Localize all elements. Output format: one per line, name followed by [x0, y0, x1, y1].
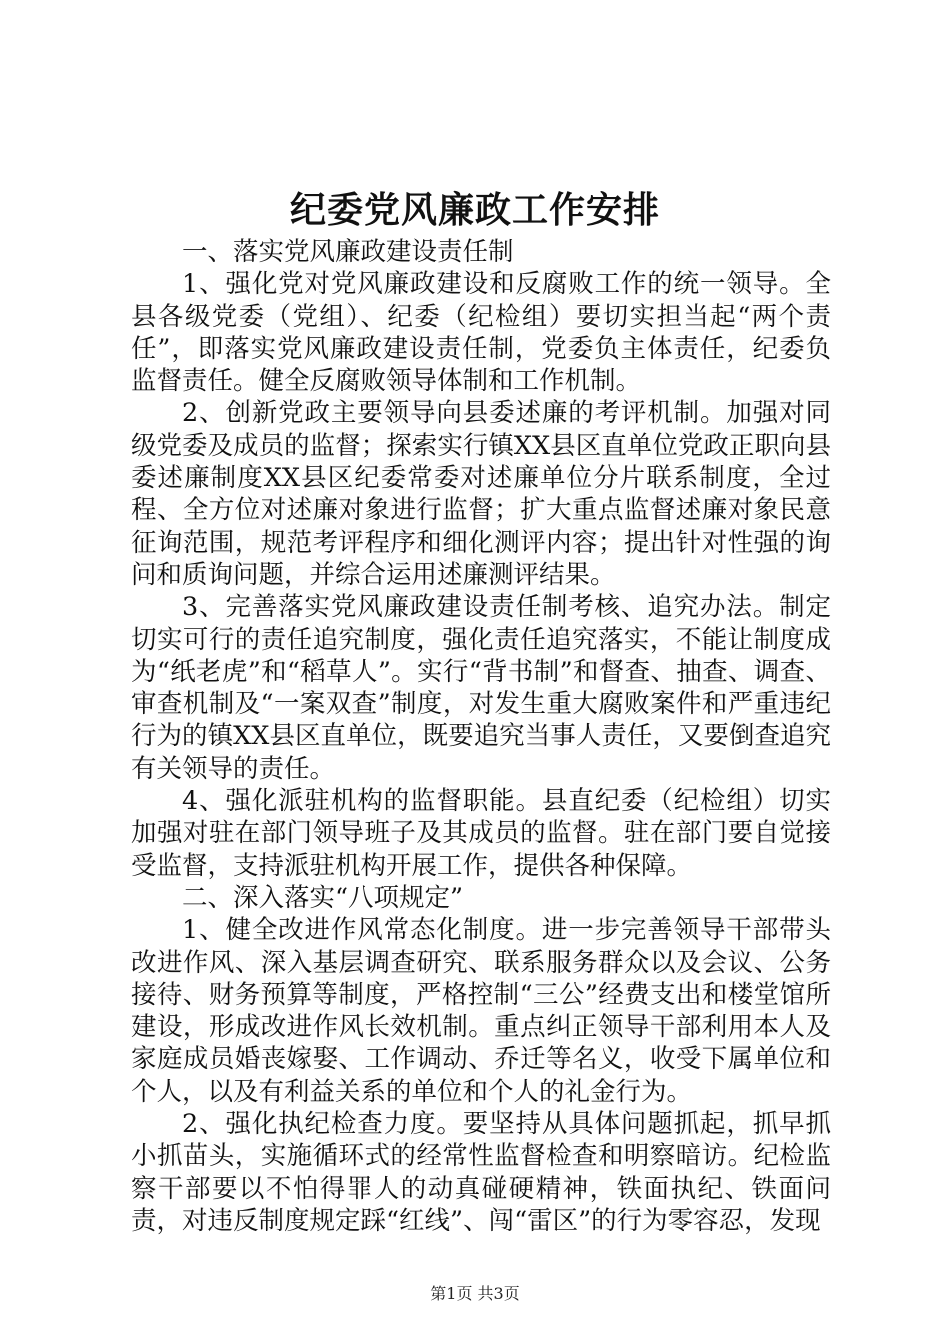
section-heading: 二、深入落实“八项规定”: [182, 882, 464, 913]
paragraph: 1、健全改进作风常态化制度。进一步完善领导干部带头改进作风、深入基层调查研究、联系服务群众以及会议、公务接待、财务预算等制度，严格控制“三公”经费支出和楼堂馆所建设，形成改进作风长效机制。重点纠正领导干部利用本人及家庭成员婚丧嫁娶、工作调动、乔迁等名义，收受下属单位和个人，以及有利益关系的单位和个人的礼金行为。: [131, 915, 831, 1107]
document-title: 纪委党风廉政工作安排: [289, 189, 660, 231]
paragraph: 3、完善落实党风廉政建设责任制考核、追究办法。制定切实可行的责任追究制度，强化责任追究落实，不能让制度成为“纸老虎”和“稻草人”。实行“背书制”和督查、抽查、调查、审查机制及“一案双查”制度，对发生重大腐败案件和严重违纪行为的镇XX县区直单位，既要追究当事人责任，又要倒查追究有关领导的责任。: [131, 592, 831, 784]
section-heading: 一、落实党风廉政建设责任制: [182, 237, 514, 267]
paragraph: 4、强化派驻机构的监督职能。县直纪委（纪检组）切实加强对驻在部门领导班子及其成员的监督。驻在部门要自觉接受监督，支持派驻机构开展工作，提供各种保障。: [131, 786, 831, 881]
document-body: [131, 236, 831, 1237]
paragraph: 2、创新党政主要领导向县委述廉的考评机制。加强对同级党委及成员的监督；探索实行镇XX县区直单位党政正职向县委述廉制度XX县区纪委常委对述廉单位分片联系制度，全过程、全方位对述廉对象进行监督；扩大重点监督述廉对象民意征询范围，规范考评程序和细化测评内容；提出针对性强的询问和质询问题，并综合运用述廉测评结果。: [131, 398, 831, 590]
paragraph: 1、强化党对党风廉政建设和反腐败工作的统一领导。全县各级党委（党组）、纪委（纪检组）要切实担当起“两个责任”，即落实党风廉政建设责任制，党委负主体责任，纪委负监督责任。健全反腐败领导体制和工作机制。: [131, 269, 831, 397]
paragraph: 2、强化执纪检查力度。要坚持从具体问题抓起，抓早抓小抓苗头，实施循环式的经常性监督检查和明察暗访。纪检监察干部要以不怕得罪人的动真碰硬精神，铁面执纪、铁面问责，对违反制度规定踩“红线”、闯“雷区”的行为零容忍，发现: [131, 1109, 831, 1236]
page-number-footer: 第1页 共3页: [430, 1284, 520, 1303]
